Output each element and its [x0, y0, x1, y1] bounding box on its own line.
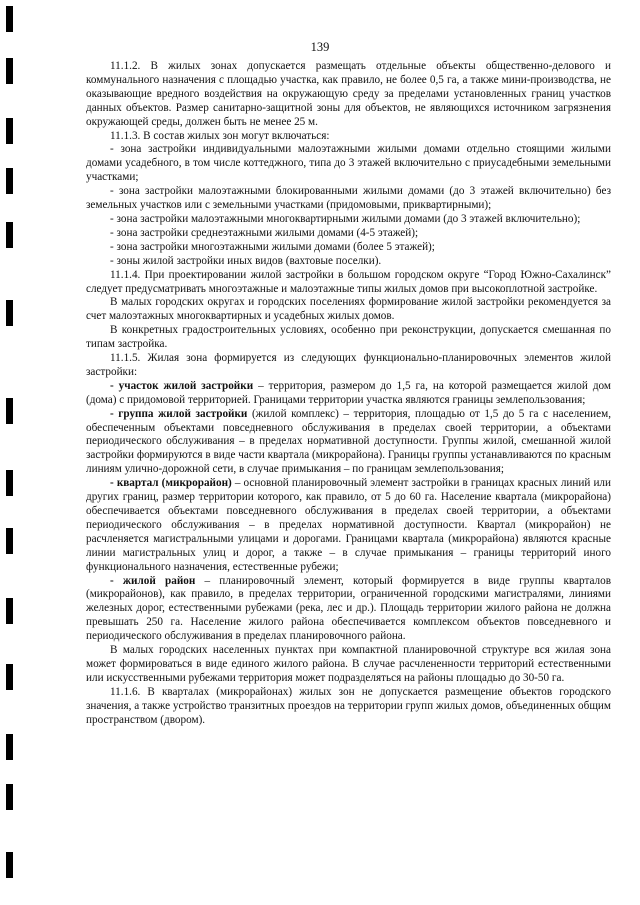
list-item: - зона застройки малоэтажными многоквартирными жилыми домами (до 3 этажей включительно);: [110, 212, 581, 225]
paragraph: В малых городских округах и городских поселениях формирование жилой застройки рекомендуется за счет малоэтажных многоквартирных и усадебных жилых домов.: [86, 296, 611, 323]
definition-residential-plot: [86, 380, 611, 408]
definition-text: (жилой комплекс) – территория, площадью от 1,5 до 5 га с населением, обеспеченным объектами повседневного обслуживания в пределах своей территории, а объектами периодического обслуживания – в пределах нормативной доступности. Группы жилой, смешанной жилой застройки формируются в виде части квартала (микрорайона). Границы группы устанавливаются по красным линиям улично-дорожной сети, в случае примыкания – по границам землепользования;: [86, 407, 611, 476]
document-body: [86, 60, 611, 728]
definition-term: - участок жилой застройки: [110, 379, 254, 392]
scan-binding-marks: [6, 0, 16, 905]
paragraph-11-1-2: 11.1.2. В жилых зонах допускается размещать отдельные объекты общественно-делового и коммунального назначения с площадью участка, как правило, не более 0,5 га, а также мини-производства, не оказывающие вредного воздействия на окружающую среду за пределами установленных границ участков данных объектов. Размер санитарно-защитной зоны для объектов, не являющихся источником загрязнения окружающей среды, должен быть не менее 25 м.: [86, 60, 611, 128]
definition-residential-group: [86, 408, 611, 478]
paragraph: В конкретных градостроительных условиях, особенно при реконструкции, допускается смешанная по типам застройка.: [86, 324, 611, 351]
paragraph-11-1-6: 11.1.6. В кварталах (микрорайонах) жилых зон не допускается размещение объектов городского значения, а также устройство транзитных проездов на территории групп жилых домов, объединенных общим пространством (двором).: [86, 685, 611, 726]
paragraph: В малых городских населенных пунктах при компактной планировочной структуре вся жилая зона может формироваться в виде единого жилого района. В случае расчлененности территорий естественными или искусственными рубежами территория может подразделяться на районы площадью до 30-50 га.: [86, 644, 611, 684]
list-item: - зона застройки многоэтажными жилыми домами (более 5 этажей);: [110, 240, 435, 253]
definition-quarter: [86, 477, 611, 574]
definition-term: - жилой район: [110, 574, 196, 587]
paragraph-11-1-4: 11.1.4. При проектировании жилой застройки в большом городском округе “Город Южно-Сахалинск” следует предусматривать многоэтажные и малоэтажные типы жилых домов при высокоплотной застройке.: [86, 268, 611, 295]
definition-text: – территория, размером до 1,5 га, на которой размещается жилой дом (дома) с придомовой территорией. Границами территории участка являются границы землепользования;: [86, 379, 611, 406]
list-item: - зона застройки малоэтажными блокированными жилыми домами (до 3 этажей включительно) без земельных участков или с земельными участками (придомовыми, приквартирными);: [86, 185, 611, 212]
page-number: 139: [310, 40, 330, 54]
list-item: - зоны жилой застройки иных видов (вахтовые поселки).: [110, 254, 382, 267]
paragraph-11-1-3: 11.1.3. В состав жилых зон могут включаться:: [110, 129, 330, 142]
paragraph-11-1-5: 11.1.5. Жилая зона формируется из следующих функционально-планировочных элементов жилой застройки:: [86, 352, 611, 378]
definition-text: – основной планировочный элемент застройки в границах красных линий или других границ, размер территории которого, как правило, от 5 до 60 га. Население квартала (микрорайона) обеспечивается объектами повседневного обслуживания в пределах своей территории, а объектами периодического обслуживания – в пределах нормативной доступности. Квартал (микрорайон) не расчленяется магистральными улицами и дорогами. Границами квартала (микрорайона) являются красные линии магистральных улиц и дорог, а также – в случае примыкания – границы территорий иного функционального назначения, естественные рубежи;: [86, 477, 611, 573]
definition-term: - квартал (микрорайон): [110, 477, 232, 490]
definition-residential-district: [86, 575, 611, 645]
definition-term: - группа жилой застройки: [110, 407, 248, 420]
list-item: - зона застройки среднеэтажными жилыми домами (4-5 этажей);: [110, 226, 419, 239]
list-item: - зона застройки индивидуальными малоэтажными жилыми домами отдельно стоящими жилыми домами усадебного, в том числе коттеджного, типа до 3 этажей включительно с приусадебными земельными участками;: [86, 143, 611, 184]
definition-text: – планировочный элемент, который формируется в виде группы кварталов (микрорайонов), как правило, в пределах территории, ограниченной городскими магистралями, линиями железных дорог, естественными рубежами (река, лес и др.). Площадь территории жилого района не должна превышать 250 га. Население жилого района обеспечивается комплексом объектов повседневного и периодического обслуживания в пределах планировочного района.: [86, 574, 612, 643]
